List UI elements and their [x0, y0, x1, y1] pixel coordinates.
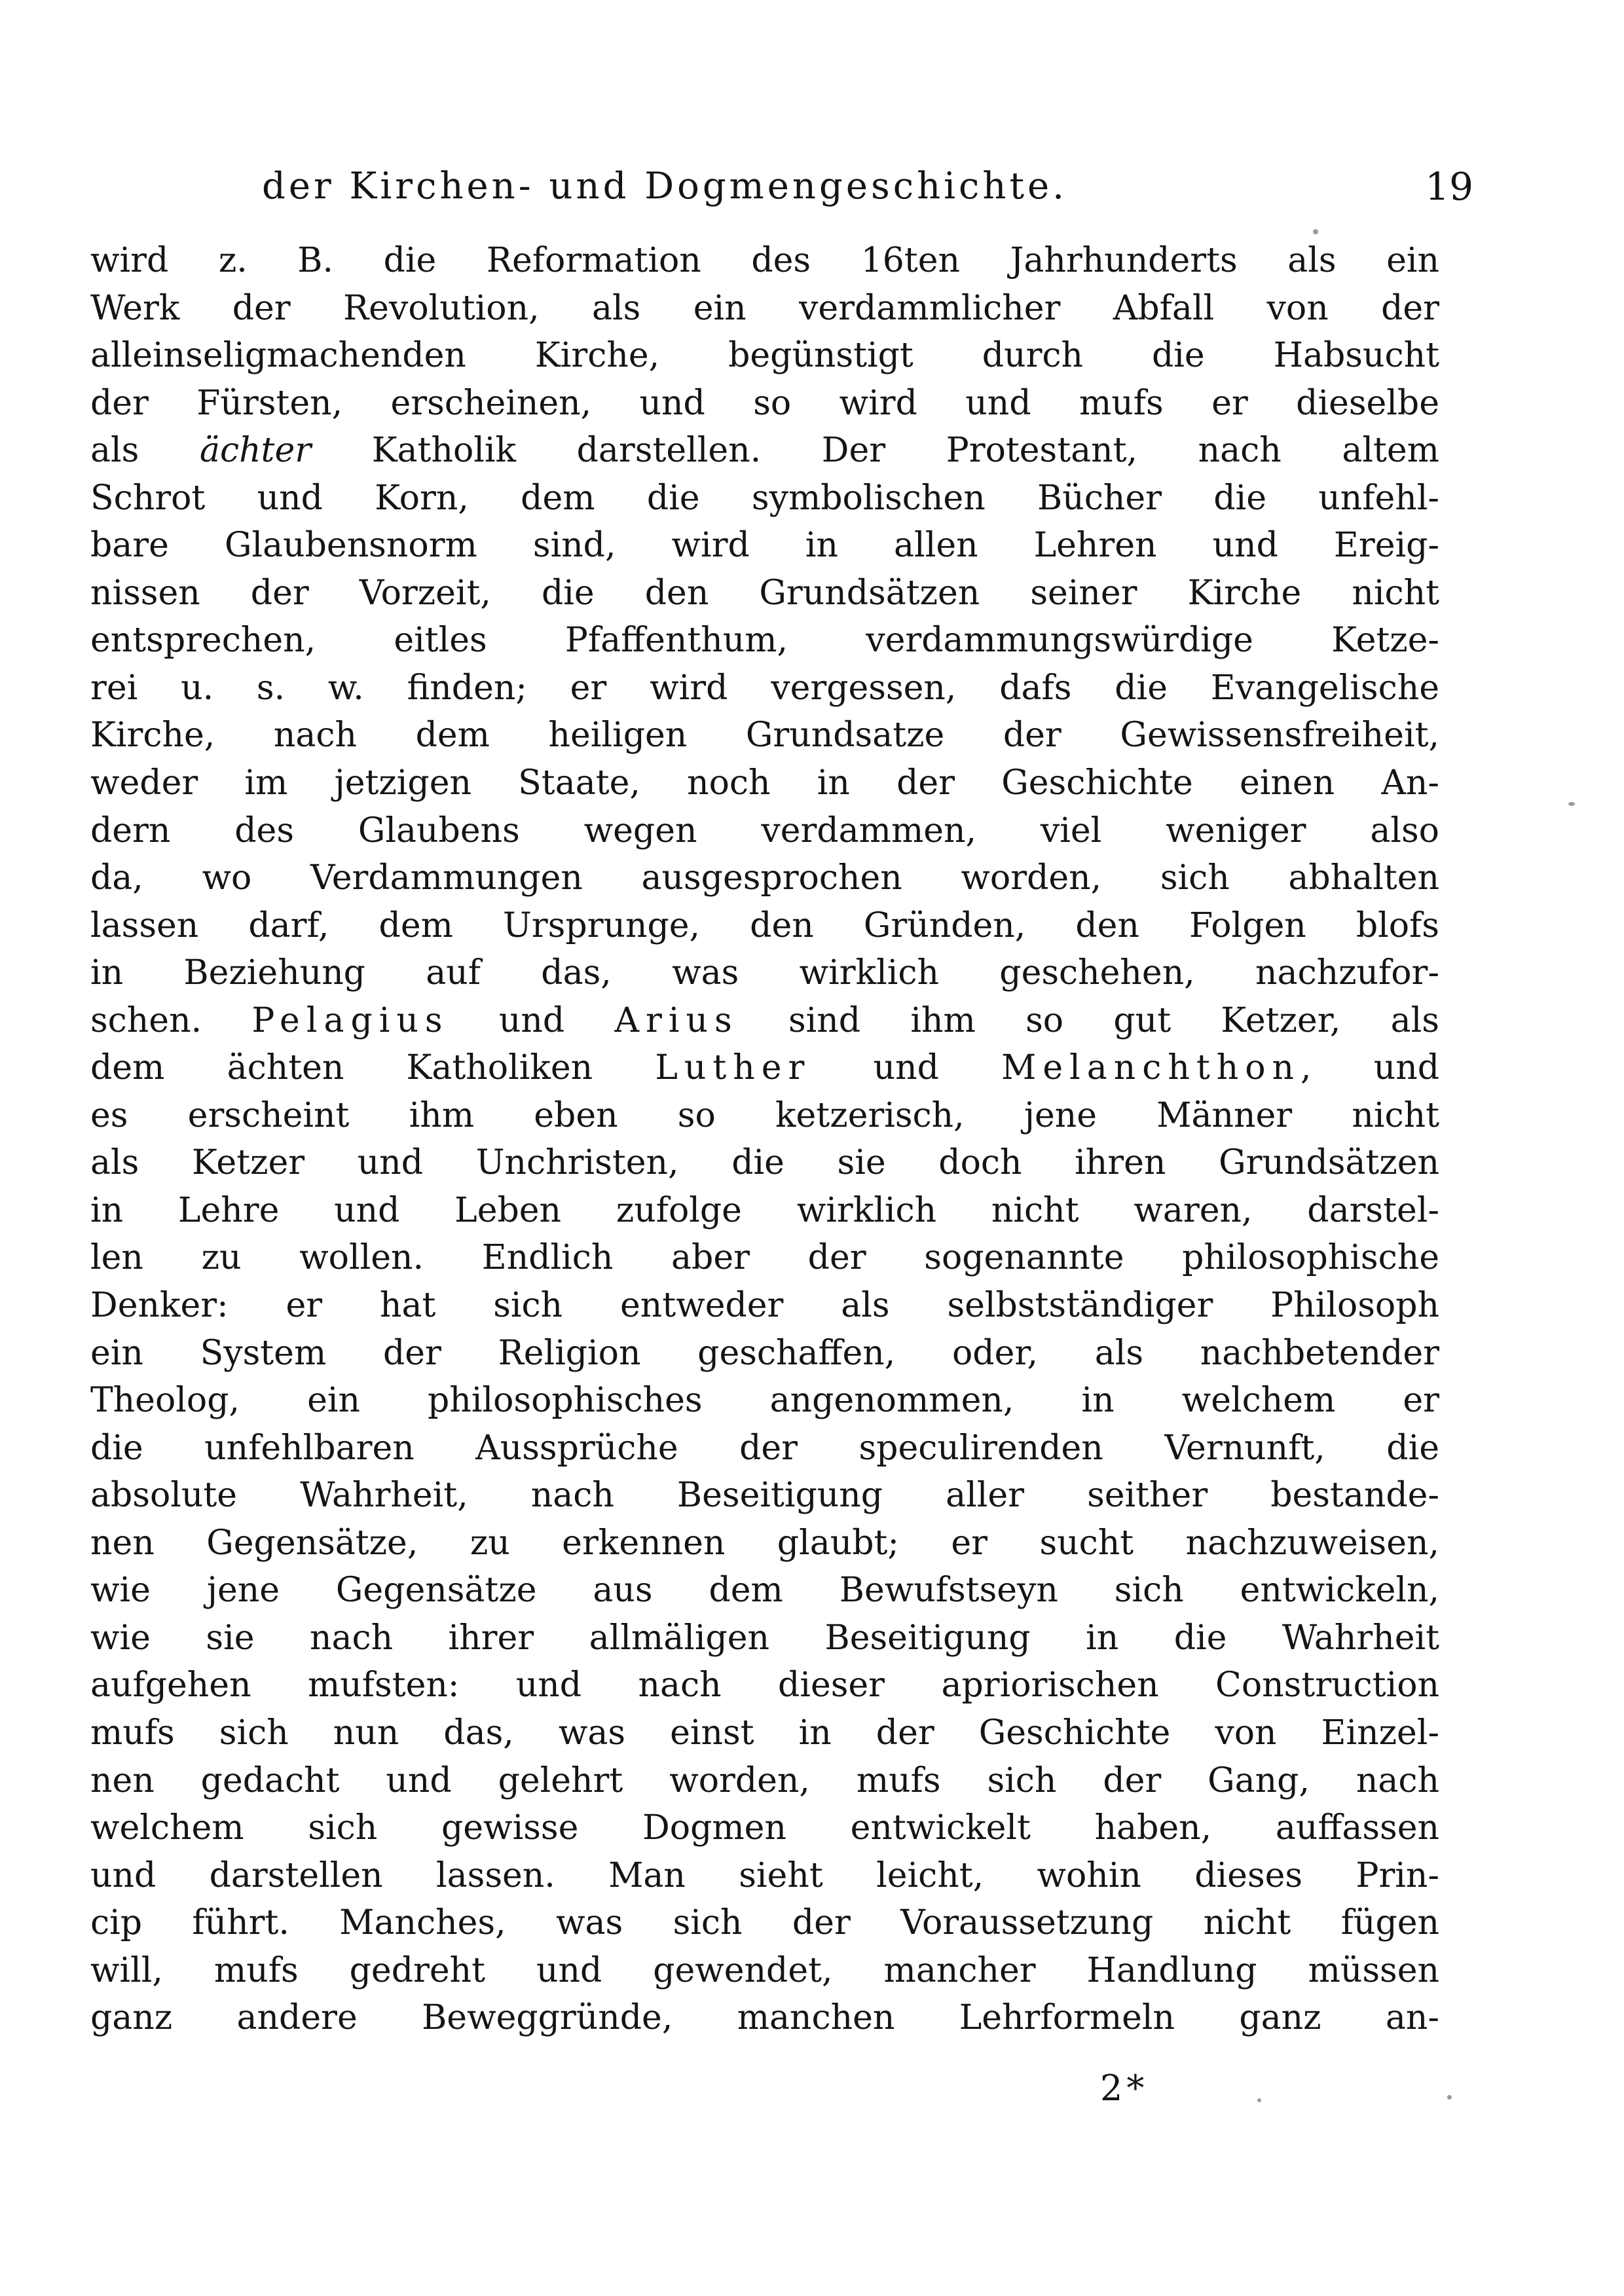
page-number: 19 — [1425, 164, 1473, 209]
text-line — [90, 997, 1439, 1045]
text-line — [90, 902, 1439, 950]
text-segment: sind ihm so gut Ketzer, als — [738, 1000, 1439, 1040]
text-segment: absolute Wahrheit, nach Beseitigung aller seither bestande- — [90, 1476, 1439, 1516]
text-segment: bare Glaubensnorm sind, wird in allen Lehren und Ereig- — [90, 526, 1439, 566]
text-segment: , und — [1301, 1048, 1439, 1088]
text-segment: ein System der Religion geschaffen, oder, als nachbetender — [90, 1333, 1439, 1373]
page-header — [262, 157, 1473, 216]
text-line — [90, 1804, 1439, 1852]
text-segment: wie jene Gegensätze aus dem Bewufstseyn sich entwickeln, — [90, 1571, 1439, 1611]
text-line — [90, 665, 1439, 712]
spaced-name: Luther — [655, 1048, 811, 1088]
text-segment: nen gedacht und gelehrt worden, mufs sich der Gang, nach — [90, 1760, 1439, 1800]
text-line — [90, 1662, 1439, 1709]
text-line — [90, 1614, 1439, 1662]
text-segment: es erscheint ihm eben so ketzerisch, jene Männer nicht — [90, 1095, 1439, 1135]
text-segment: schen. — [90, 1000, 252, 1040]
text-line — [90, 1899, 1439, 1947]
spaced-name: Melanchthon — [1001, 1048, 1301, 1088]
text-line — [90, 1092, 1439, 1140]
text-line — [90, 380, 1439, 428]
text-segment: weder im jetzigen Staate, noch in der Geschichte einen An- — [90, 763, 1439, 803]
text-segment: wie sie nach ihrer allmäligen Beseitigung in die Wahrheit — [90, 1618, 1439, 1658]
text-segment: Katholik darstellen. Der Protestant, nach altem — [311, 431, 1439, 471]
text-segment: und darstellen lassen. Man sieht leicht, wohin dieses Prin- — [90, 1855, 1439, 1895]
text-segment: wird z. B. die Reformation des 16ten Jahrhunderts als ein — [90, 241, 1439, 280]
text-line — [90, 1425, 1439, 1472]
text-segment: und — [449, 1000, 615, 1040]
text-segment: als — [90, 431, 200, 471]
text-segment: welchem sich gewisse Dogmen entwickelt haben, auffassen — [90, 1808, 1439, 1848]
text-segment: dern des Glaubens wegen verdammen, viel weniger also — [90, 811, 1439, 850]
print-speck — [1257, 2098, 1261, 2102]
text-line — [90, 759, 1439, 807]
body-text — [90, 237, 1439, 2042]
text-segment: in Beziehung auf das, was wirklich geschehen, nachzufor- — [90, 953, 1439, 993]
text-line — [90, 1187, 1439, 1235]
text-line — [90, 1377, 1439, 1425]
text-line — [90, 1234, 1439, 1282]
text-segment: ganz andere Beweggründe, manchen Lehrformeln ganz an- — [90, 1998, 1439, 2038]
text-segment: in Lehre und Leben zufolge wirklich nicht waren, darstel- — [90, 1190, 1439, 1230]
text-segment: nen Gegensätze, zu erkennen glaubt; er sucht nachzuweisen, — [90, 1523, 1439, 1563]
text-segment: lassen darf, dem Ursprunge, den Gründen, den Folgen blofs — [90, 905, 1439, 945]
text-segment: Denker: er hat sich entweder als selbstständiger Philosoph — [90, 1286, 1439, 1326]
text-line — [90, 1520, 1439, 1567]
running-head: der Kirchen- und Dogmengeschichte. — [262, 165, 1067, 208]
text-segment: mufs sich nun das, was einst in der Geschichte von Einzel- — [90, 1713, 1439, 1753]
text-line — [90, 807, 1439, 855]
text-segment: und — [811, 1048, 1002, 1088]
text-segment: Kirche, nach dem heiligen Grundsatze der Gewissensfreiheit, — [90, 716, 1439, 756]
text-line — [90, 1282, 1439, 1330]
text-line — [90, 237, 1439, 285]
text-line — [90, 427, 1439, 475]
text-line — [90, 949, 1439, 997]
text-line — [90, 854, 1439, 902]
signature-mark: 2* — [1100, 2068, 1149, 2109]
text-line — [90, 332, 1439, 380]
text-segment: der Fürsten, erscheinen, und so wird und mufs er dieselbe — [90, 383, 1439, 423]
spaced-name: Pelagius — [251, 1000, 449, 1040]
text-line — [90, 1044, 1439, 1092]
text-segment: will, mufs gedreht und gewendet, mancher Handlung müssen — [90, 1950, 1439, 1990]
print-speck — [1568, 802, 1575, 806]
text-line — [90, 1994, 1439, 2042]
print-speck — [1313, 229, 1318, 234]
spaced-name: Arius — [614, 1000, 739, 1040]
text-line — [90, 1567, 1439, 1614]
text-line — [90, 522, 1439, 570]
text-line — [90, 1757, 1439, 1805]
text-line — [90, 1947, 1439, 1995]
text-line — [90, 1852, 1439, 1900]
text-line — [90, 285, 1439, 333]
text-segment: da, wo Verdammungen ausgesprochen worden, sich abhalten — [90, 858, 1439, 898]
text-segment: dem ächten Katholiken — [90, 1048, 655, 1088]
text-segment: die unfehlbaren Aussprüche der speculirenden Vernunft, die — [90, 1428, 1439, 1468]
print-speck — [1447, 2095, 1452, 2100]
text-line — [90, 475, 1439, 522]
text-segment: alleinseligmachenden Kirche, begünstigt durch die Habsucht — [90, 336, 1439, 376]
text-line — [90, 1139, 1439, 1187]
text-segment: entsprechen, eitles Pfaffenthum, verdammungswürdige Ketze- — [90, 621, 1439, 661]
text-line — [90, 1472, 1439, 1520]
text-line — [90, 1709, 1439, 1757]
text-line — [90, 1330, 1439, 1377]
text-segment: Theolog, ein philosophisches angenommen, in welchem er — [90, 1381, 1439, 1421]
text-line — [90, 712, 1439, 759]
text-segment: aufgehen mufsten: und nach dieser apriorischen Construction — [90, 1666, 1439, 1705]
italic-word: ächter — [199, 431, 312, 471]
text-line — [90, 570, 1439, 617]
text-segment: Schrot und Korn, dem die symbolischen Bücher die unfehl- — [90, 478, 1439, 518]
text-segment: rei u. s. w. finden; er wird vergessen, dafs die Evangelische — [90, 668, 1439, 708]
text-segment: Werk der Revolution, als ein verdammlicher Abfall von der — [90, 288, 1439, 328]
text-segment: nissen der Vorzeit, die den Grundsätzen seiner Kirche nicht — [90, 573, 1439, 613]
text-segment: len zu wollen. Endlich aber der sogenannte philosophische — [90, 1238, 1439, 1278]
text-segment: cip führt. Manches, was sich der Voraussetzung nicht fügen — [90, 1903, 1439, 1943]
text-segment: als Ketzer und Unchristen, die sie doch ihren Grundsätzen — [90, 1143, 1439, 1183]
text-line — [90, 617, 1439, 665]
